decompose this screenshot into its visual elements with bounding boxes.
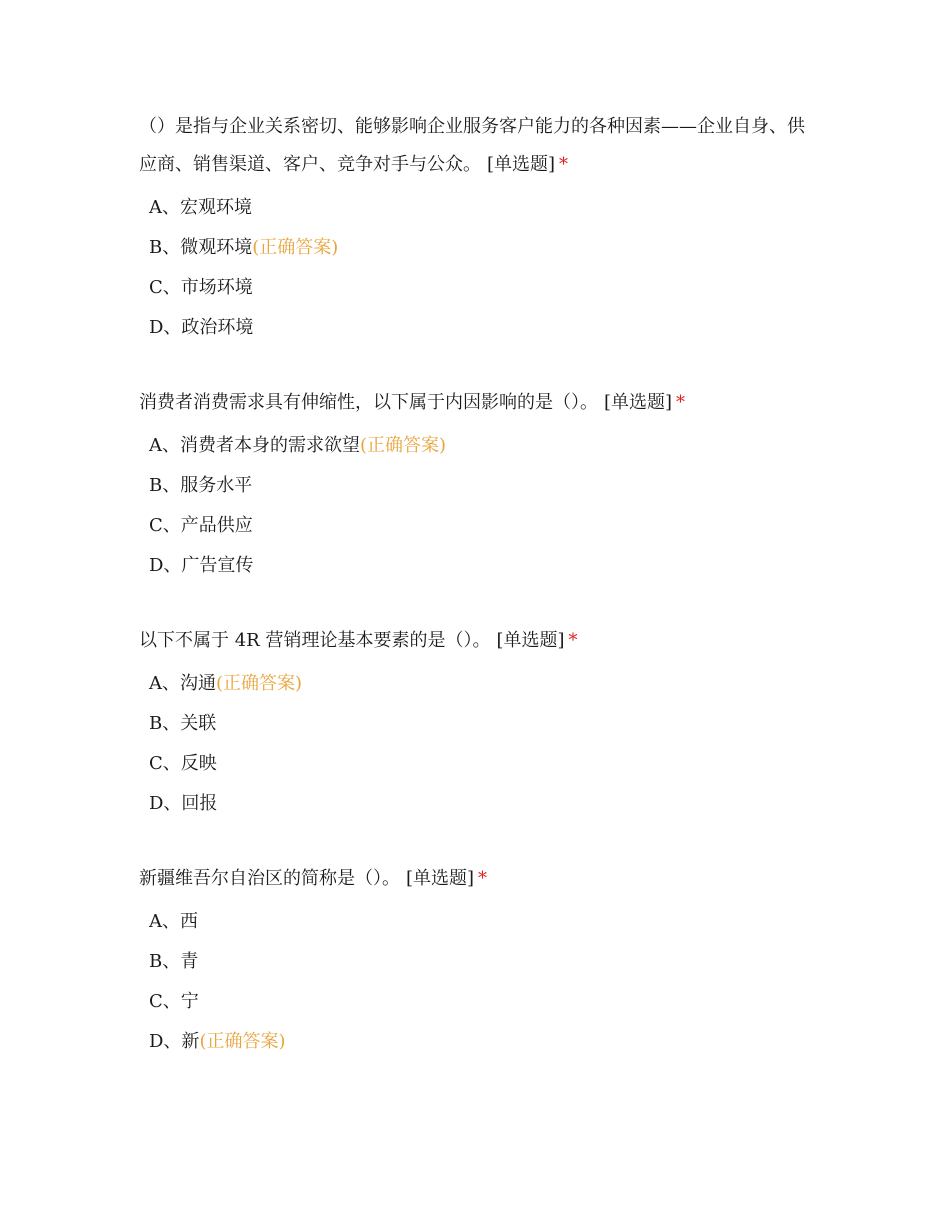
question-type-label: [单选题] xyxy=(496,630,565,651)
option-c[interactable] xyxy=(139,744,819,784)
option-text: B、服务水平 xyxy=(149,475,253,496)
option-d[interactable] xyxy=(139,1022,819,1062)
correct-answer-mark: (正确答案) xyxy=(216,673,303,694)
option-text: C、产品供应 xyxy=(149,515,253,536)
correct-answer-mark: (正确答案) xyxy=(360,435,447,456)
option-b[interactable] xyxy=(139,466,819,506)
option-text: D、广告宣传 xyxy=(149,555,254,576)
option-text: D、回报 xyxy=(149,793,218,814)
option-text: A、宏观环境 xyxy=(149,197,252,218)
required-asterisk: * xyxy=(559,154,569,175)
option-text: D、新 xyxy=(149,1031,200,1052)
option-d[interactable] xyxy=(139,546,819,586)
option-text: B、微观环境 xyxy=(149,237,253,258)
option-b[interactable] xyxy=(139,942,819,982)
question-2 xyxy=(139,384,819,586)
option-text: A、沟通 xyxy=(149,673,216,694)
option-text: C、市场环境 xyxy=(149,277,253,298)
required-asterisk: * xyxy=(478,868,488,889)
option-a[interactable] xyxy=(139,426,819,466)
question-type-label: [单选题] xyxy=(487,154,556,175)
required-asterisk: * xyxy=(676,392,686,413)
correct-answer-mark: (正确答案) xyxy=(252,237,339,258)
options-list xyxy=(139,902,819,1062)
question-text: （）是指与企业关系密切、能够影响企业服务客户能力的各种因素——企业自身、供应商、销售渠道、客户、竞争对手与公众。 xyxy=(139,116,805,175)
option-text: B、关联 xyxy=(149,713,217,734)
option-text: B、青 xyxy=(149,951,199,972)
question-title xyxy=(139,622,819,660)
question-1 xyxy=(139,108,819,348)
option-text: A、消费者本身的需求欲望 xyxy=(149,435,360,456)
option-d[interactable] xyxy=(139,784,819,824)
question-title xyxy=(139,384,819,422)
question-text: 以下不属于 4R 营销理论基本要素的是（）。 xyxy=(139,630,491,651)
options-list xyxy=(139,664,819,824)
option-text: A、西 xyxy=(149,911,198,932)
question-4 xyxy=(139,860,819,1062)
option-text: C、宁 xyxy=(149,991,199,1012)
required-asterisk: * xyxy=(568,630,578,651)
option-text: C、反映 xyxy=(149,753,217,774)
option-b[interactable] xyxy=(139,228,819,268)
question-text: 新疆维吾尔自治区的简称是（）。 xyxy=(139,868,400,889)
option-b[interactable] xyxy=(139,704,819,744)
option-text: D、政治环境 xyxy=(149,317,254,338)
question-type-label: [单选题] xyxy=(604,392,673,413)
option-a[interactable] xyxy=(139,664,819,704)
options-list xyxy=(139,426,819,586)
option-c[interactable] xyxy=(139,982,819,1022)
option-d[interactable] xyxy=(139,308,819,348)
option-c[interactable] xyxy=(139,506,819,546)
quiz-document xyxy=(139,108,819,1098)
option-a[interactable] xyxy=(139,188,819,228)
question-text: 消费者消费需求具有伸缩性，以下属于内因影响的是（）。 xyxy=(139,392,598,413)
options-list xyxy=(139,188,819,348)
question-type-label: [单选题] xyxy=(406,868,475,889)
question-title xyxy=(139,860,819,898)
correct-answer-mark: (正确答案) xyxy=(199,1031,286,1052)
option-a[interactable] xyxy=(139,902,819,942)
question-3 xyxy=(139,622,819,824)
option-c[interactable] xyxy=(139,268,819,308)
question-title xyxy=(139,108,819,184)
